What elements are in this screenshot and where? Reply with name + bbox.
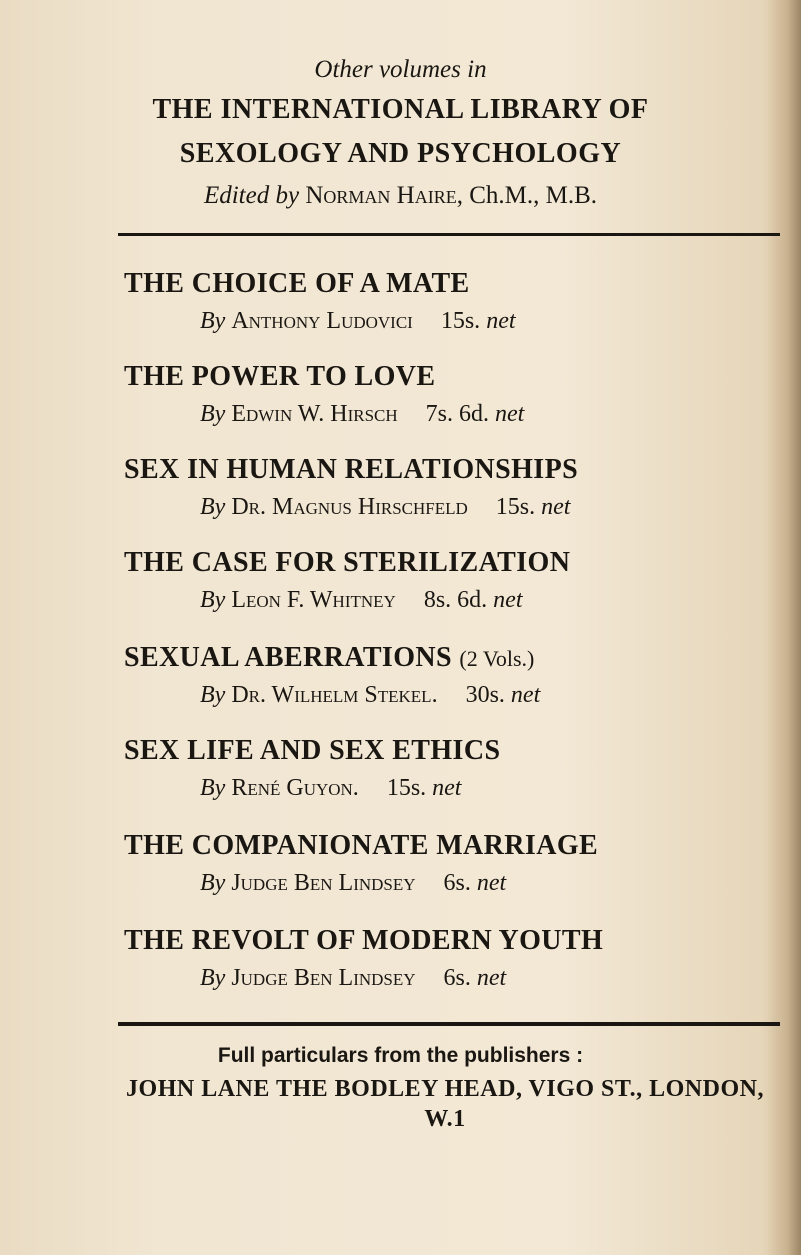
book-author-line: By Edwin W. Hirsch 7s. 6d. net [200,401,525,427]
book-author-line: By Judge Ben Lindsey 6s. net [200,965,507,991]
top-rule [118,233,780,236]
publisher-line1: JOHN LANE THE BODLEY HEAD, VIGO ST., LONDON, [126,1076,764,1102]
book-price: 7s. 6d. net [425,401,525,427]
book-author: Dr. Magnus Hirschfeld [231,494,468,520]
edited-by-label: Edited by [203,182,300,209]
book-price: 15s. net [386,775,462,801]
book-title: SEXUAL ABERRATIONS (2 Vols.) [124,642,535,673]
publisher-line2: W.1 [424,1106,466,1132]
intro-line: Other volumes in [314,56,487,83]
book-entry [124,547,570,614]
book-price: 15s. net [440,308,516,334]
editor-line [0,182,801,210]
book-title: THE CASE FOR STERILIZATION [124,547,571,578]
book-entry [124,361,524,428]
publisher-address [100,1074,790,1134]
book-entry [124,642,540,709]
book-author-line: By Judge Ben Lindsey 6s. net [200,870,507,896]
book-title: SEX IN HUMAN RELATIONSHIPS [124,454,579,485]
book-author: René Guyon. [231,775,359,801]
book-entry [124,735,500,802]
book-author: Judge Ben Lindsey [231,965,416,991]
book-price: 30s. net [465,682,541,708]
book-price: 15s. net [495,494,571,520]
book-entry [124,268,516,335]
book-author-line: By Dr. Magnus Hirschfeld 15s. net [200,494,571,520]
volumes-note: (2 Vols.) [459,646,535,671]
book-price: 6s. net [443,965,507,991]
book-title: THE COMPANIONATE MARRIAGE [124,830,599,861]
book-title: SEX LIFE AND SEX ETHICS [124,735,501,766]
book-title: THE CHOICE OF A MATE [124,268,470,299]
book-title: THE POWER TO LOVE [124,361,436,392]
editor-name: Norman Haire [305,182,457,209]
book-price: 6s. net [443,870,507,896]
book-author: Leon F. Whitney [231,587,396,613]
particulars-line: Full particulars from the publishers : [217,1044,584,1067]
series-title-line2: SEXOLOGY AND PSYCHOLOGY [179,138,622,169]
book-author: Anthony Ludovici [231,308,413,334]
book-entry [124,830,598,897]
book-entry [124,454,578,521]
book-author-line: By Anthony Ludovici 15s. net [200,308,516,334]
book-price: 8s. 6d. net [423,587,523,613]
book-author-line: By René Guyon. 15s. net [200,775,462,801]
book-author: Judge Ben Lindsey [231,870,416,896]
book-author: Edwin W. Hirsch [231,401,398,427]
book-title: THE REVOLT OF MODERN YOUTH [124,925,604,956]
book-author: Dr. Wilhelm Stekel. [231,682,438,708]
book-author-line: By Dr. Wilhelm Stekel. 30s. net [200,682,541,708]
bottom-rule [118,1022,780,1026]
series-title-line1: THE INTERNATIONAL LIBRARY OF [152,94,649,125]
book-entry [124,925,603,992]
book-author-line: By Leon F. Whitney 8s. 6d. net [200,587,523,613]
editor-degrees: , Ch.M., M.B. [456,182,598,209]
